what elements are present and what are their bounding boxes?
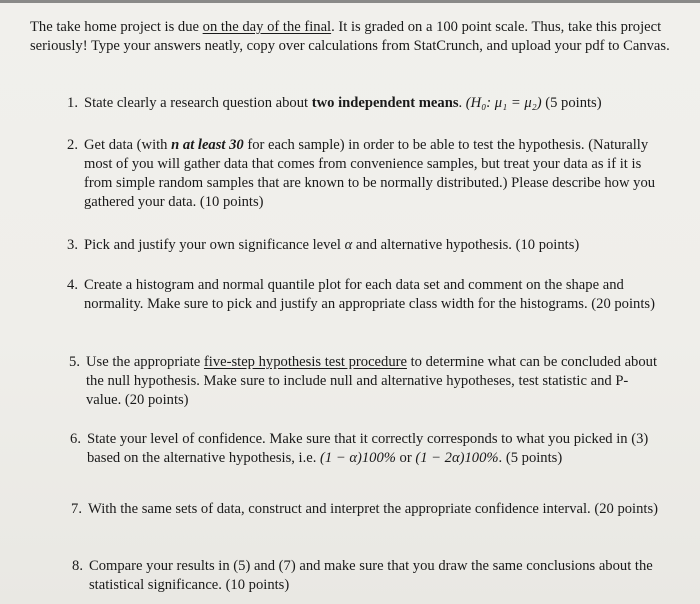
item-text-c: (5 points) xyxy=(541,95,602,111)
item-text-b: . xyxy=(458,95,466,111)
item-text-a: Use the appropriate xyxy=(86,354,204,370)
item-bold: n at least 30 xyxy=(171,137,244,153)
item-text-b: for each sample) in order to be able to test the hypothesis. (Naturally most of you will gather data that comes from convenience samples, but treat your data as if it is from simple random samples that are known to be normally distributed.) Please describe how you gathered your data. (10 points) xyxy=(84,137,656,210)
item-text: Create a histogram and normal quantile plot for each data set and comment on the shape and normality. Make sure to pick and justify an appropriate class width for the histograms. (20 points) xyxy=(84,277,655,312)
item-number: 8. xyxy=(72,558,83,574)
alpha-symbol: α xyxy=(344,237,353,253)
item-number: 5. xyxy=(69,354,80,370)
intro-text-2: . It is graded on a 100 point scale. Thus, take this project seriously! Type your answers neatly, copy over calculations from StatCrunch, and upload your pdf to Canvas. xyxy=(30,19,670,54)
item-text xyxy=(84,236,659,255)
top-edge xyxy=(0,0,700,3)
item-number: 2. xyxy=(67,137,78,153)
item-bold: two independent means xyxy=(311,95,459,111)
item-number: 4. xyxy=(67,277,78,293)
intro-text-1: The take home project is due xyxy=(30,19,203,35)
hypothesis-math: (H₀: μ₁ = μ₂) xyxy=(465,95,542,111)
item-text xyxy=(87,430,662,468)
item-text-b: to determine what can be concluded about the null hypothesis. Make sure to include null and alternative hypotheses, test statistic and P-value. (20 points) xyxy=(86,354,657,408)
item-text: With the same sets of data, construct and interpret the appropriate confidence interval. (20 points) xyxy=(88,501,658,517)
item-number: 3. xyxy=(67,237,78,253)
item-number: 1. xyxy=(67,95,78,111)
item-text-a: State your level of confidence. Make sure that it correctly corresponds to what you picked in (3) based on the alternative hypothesis, i.e. xyxy=(87,431,649,466)
intro-paragraph xyxy=(30,18,680,56)
item-text xyxy=(84,94,659,113)
item-text xyxy=(86,353,661,410)
item-text-a: Pick and justify your own significance level xyxy=(84,237,345,253)
confidence-math-b: (1 − 2α)100% xyxy=(415,450,499,466)
confidence-math-a: (1 − α)100% xyxy=(320,450,396,466)
item-text-c: . (5 points) xyxy=(498,450,563,466)
item-text: Compare your results in (5) and (7) and make sure that you draw the same conclusions about the statistical significance. (10 points) xyxy=(89,558,653,593)
item-text-b: or xyxy=(395,450,416,466)
item-text-a: State clearly a research question about xyxy=(84,95,312,111)
item-underlined: five-step hypothesis test procedure xyxy=(203,354,407,370)
item-number: 6. xyxy=(70,431,81,447)
item-text-b: and alternative hypothesis. (10 points) xyxy=(352,237,580,253)
item-text xyxy=(84,136,659,212)
intro-due-date: on the day of the final xyxy=(202,19,332,35)
item-text-a: Get data (with xyxy=(84,137,172,153)
item-number: 7. xyxy=(71,501,82,517)
